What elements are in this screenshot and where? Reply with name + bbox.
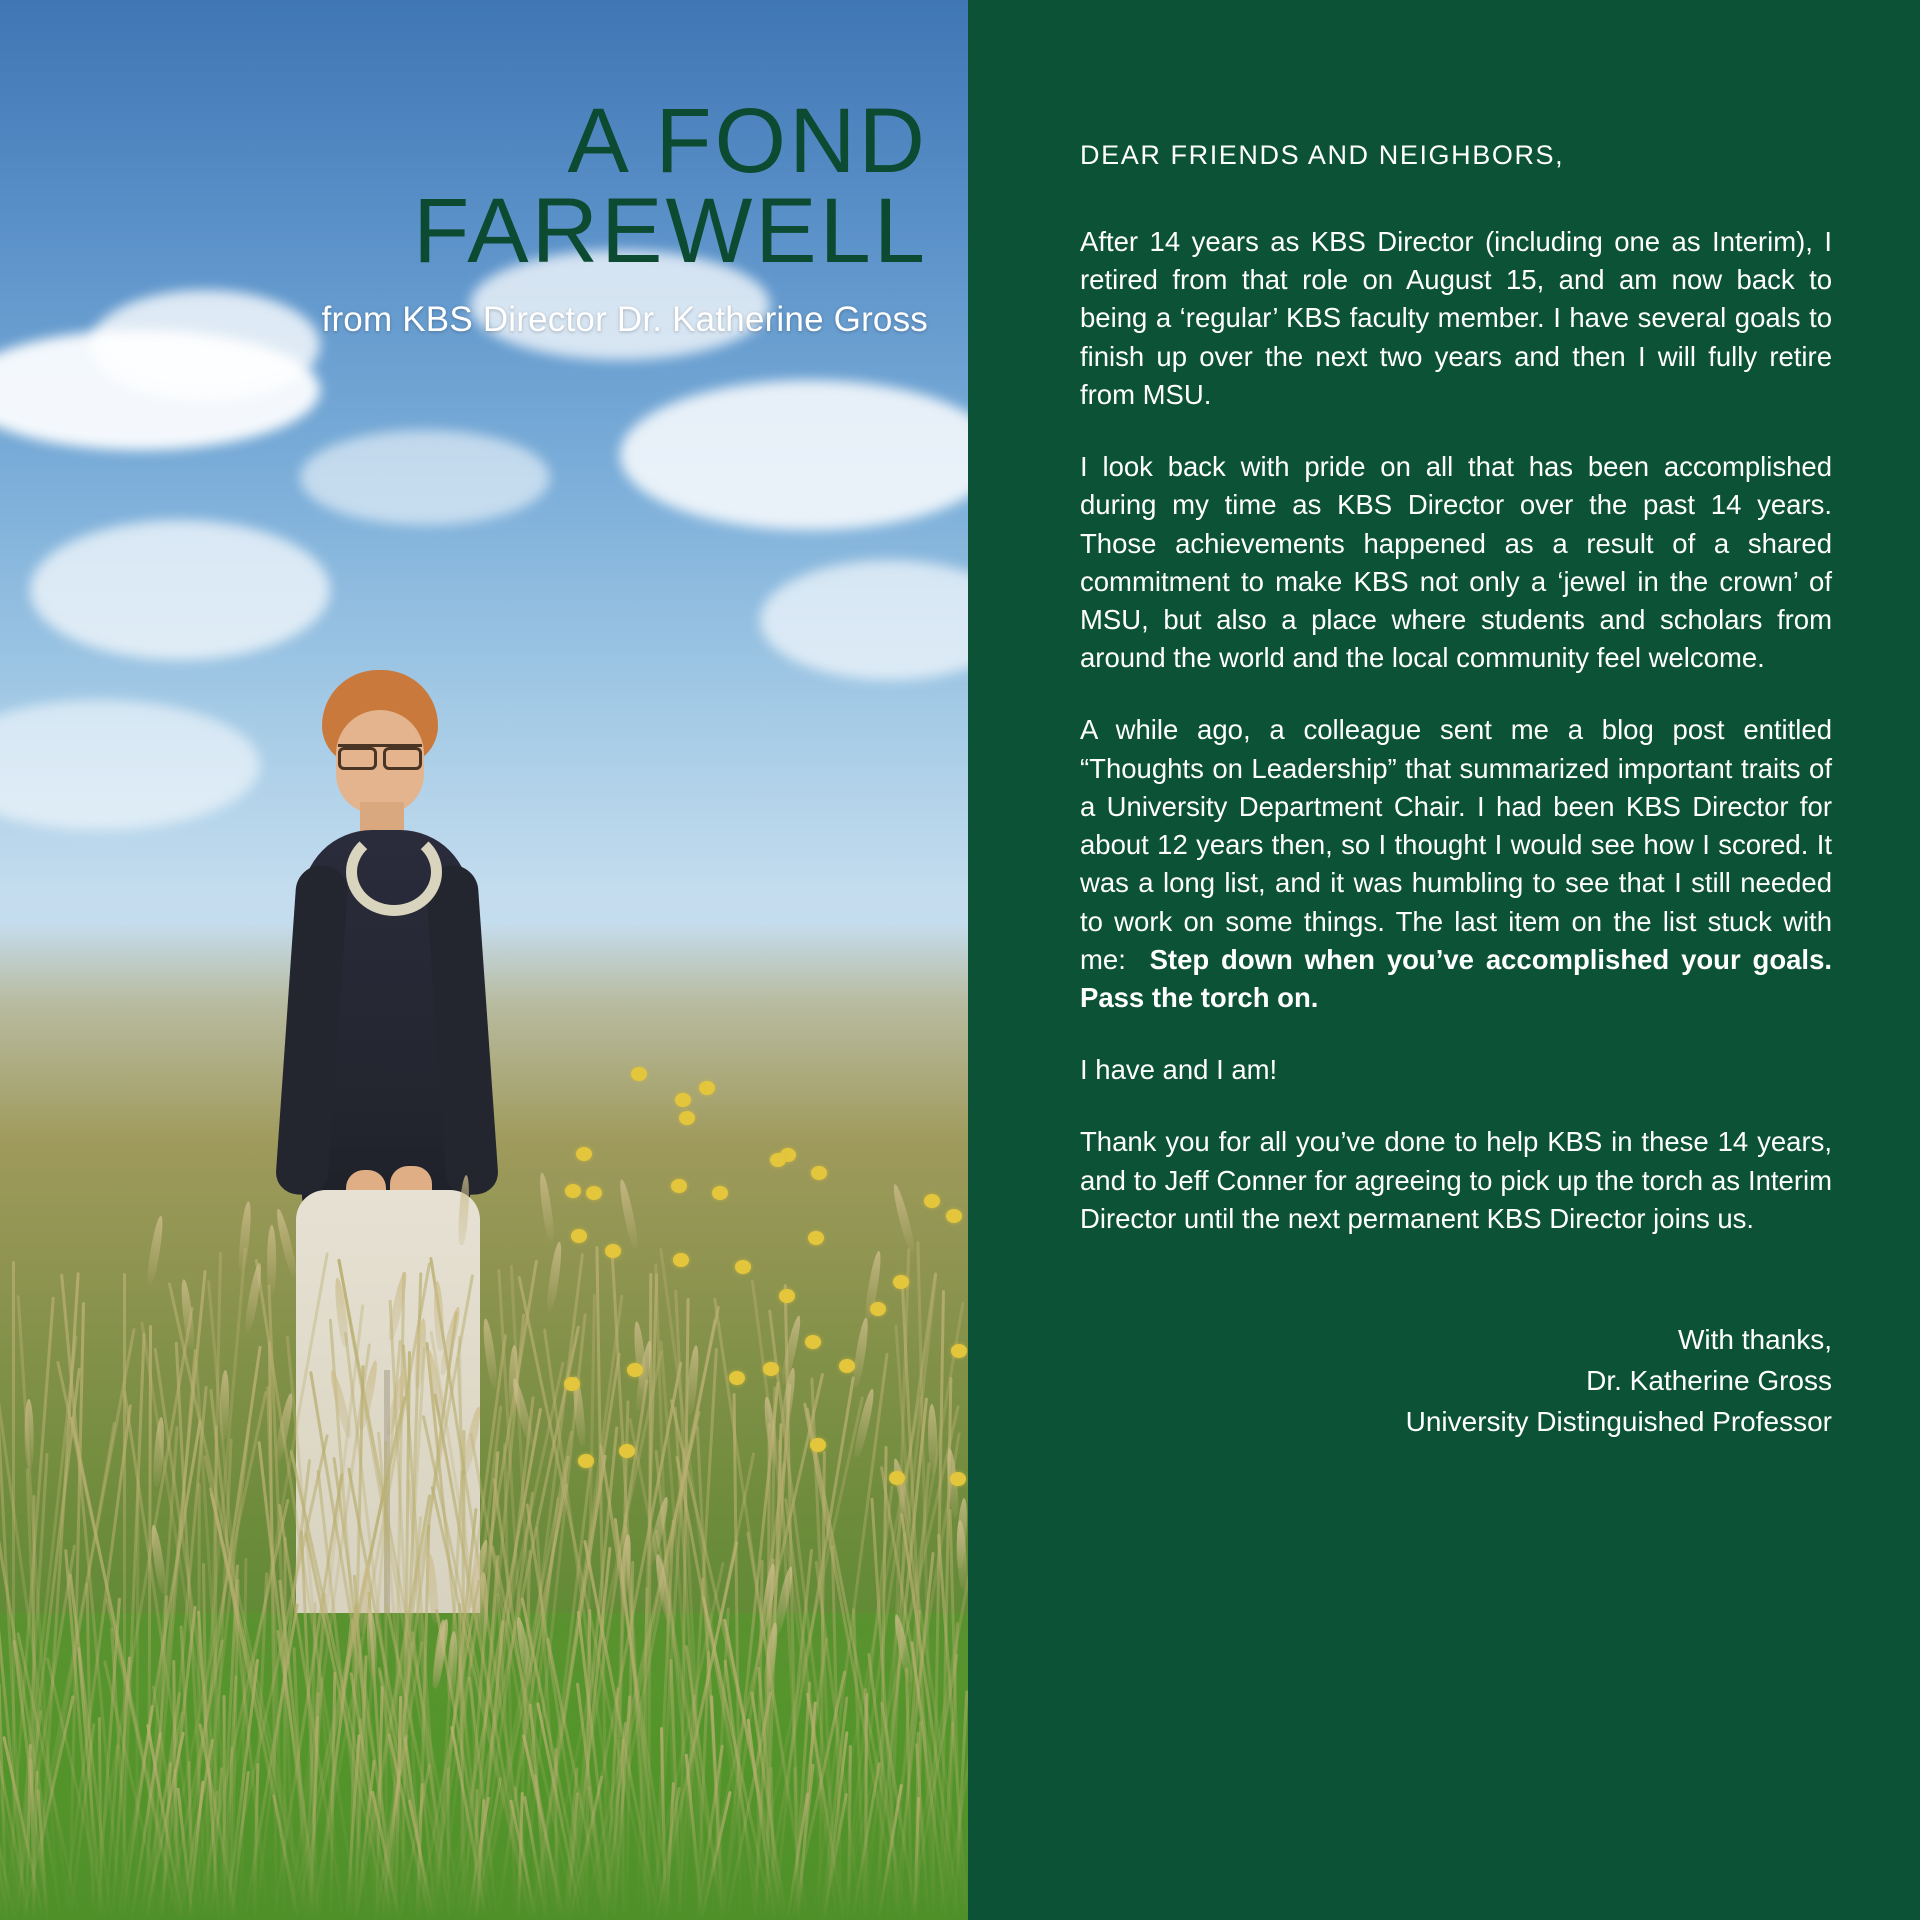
page-subtitle: from KBS Director Dr. Katherine Gross (321, 300, 928, 340)
signoff-line-1: With thanks, (1677, 1324, 1832, 1356)
cloud (300, 430, 550, 525)
signoff-title: University Distinguished Professor (1405, 1405, 1832, 1437)
letter-paragraph-leadership (1080, 711, 1832, 1017)
letter-paragraph-short: I have and I am! (1080, 1054, 1278, 1086)
letter-salutation: DEAR FRIENDS AND NEIGHBORS, (1080, 140, 1565, 170)
page-title-line-1: A FOND (567, 90, 928, 192)
title-block (321, 90, 928, 340)
letter-panel (968, 0, 1920, 1920)
glasses-icon (338, 744, 422, 765)
letter-paragraph: After 14 years as KBS Director (including one as Interim), I retired from that role on August 15, and am now back to being a ‘regular’ KBS faculty member. I have several goals to finish up over the next two years and then I will fully retire from MSU. (1080, 226, 1832, 410)
cloud (90, 290, 320, 400)
foreground-lawn (0, 1613, 968, 1920)
page-title-line-2: FAREWELL (413, 180, 928, 283)
paragraph-lead-text: A while ago, a colleague sent me a blog post entitled “Thoughts on Leadership” that summarized important traits of a University Department Chair. I had been KBS Director for about 12 years then, so I thought I would see how I scored. It was a long list, and it was humbling to see that I still needed to work on some things. The last item on the list stuck with me: (1080, 714, 1832, 975)
person-figure (250, 670, 550, 1770)
letter-paragraph-thanks: Thank you for all you’ve done to help KBS in these 14 years, and to Jeff Conner for agreeing to pick up the torch as Interim Director until the next permanent KBS Director joins us. (1080, 1126, 1832, 1234)
letter-paragraph: I look back with pride on all that has been accomplished during my time as KBS Director over the past 14 years. Those achievements happened as a result of a shared commitment to make KBS not only a ‘jewel in the crown’ of MSU, but also a place where students and scholars from around the world and the local community feel welcome. (1080, 451, 1832, 674)
necklace (346, 828, 442, 916)
letter-signoff (1080, 1320, 1832, 1443)
pull-quote-bold: Step down when you’ve accomplished your goals. Pass the torch on. (1080, 943, 1832, 1013)
cloud (30, 520, 330, 660)
signoff-name: Dr. Katherine Gross (1586, 1364, 1832, 1396)
